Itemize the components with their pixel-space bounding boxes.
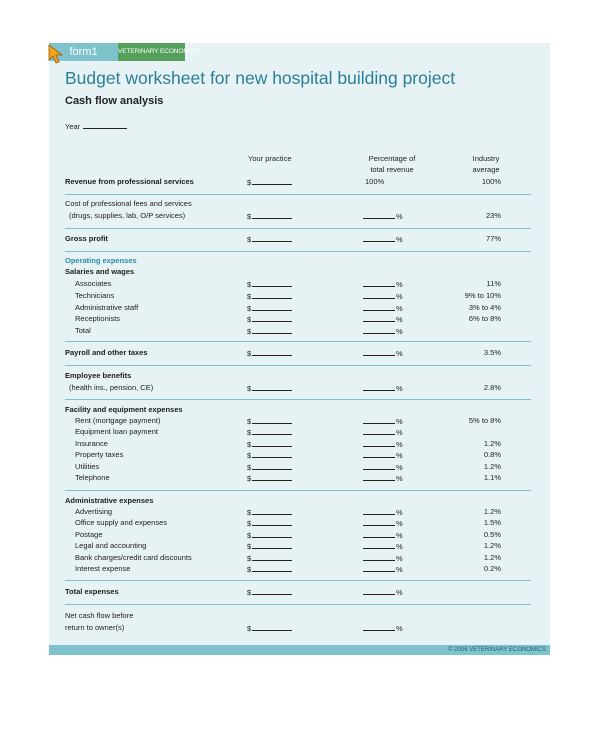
industry-value: 11% [486, 279, 501, 288]
dollar-blank [252, 211, 292, 219]
dollar-field[interactable] [247, 462, 292, 472]
dollar-field[interactable] [247, 383, 292, 393]
pct-field[interactable] [363, 518, 403, 528]
dollar-sign: $ [247, 212, 252, 221]
pct-field[interactable] [363, 587, 403, 597]
dollar-blank [252, 553, 292, 561]
item-label: Interest expense [75, 564, 131, 573]
industry-value: 100% [481, 177, 501, 186]
row-sublabel: (drugs, supplies, lab, O/P services) [69, 211, 186, 220]
dollar-field[interactable] [247, 326, 292, 336]
section-heading: Operating expenses [65, 256, 137, 265]
divider [65, 365, 531, 366]
row-sublabel: (health ins., pension, CE) [69, 383, 154, 392]
dollar-sign: $ [247, 349, 252, 358]
section-heading: Facility and equipment expenses [65, 405, 183, 414]
dollar-sign: $ [247, 565, 252, 574]
dollar-blank [252, 314, 292, 322]
dollar-field[interactable] [247, 303, 292, 313]
dollar-blank [252, 279, 292, 287]
pct-field[interactable] [363, 279, 403, 289]
dollar-blank [252, 462, 292, 470]
year-blank[interactable] [83, 120, 127, 129]
arrow-cursor-icon [48, 44, 64, 64]
item-label: Telephone [75, 473, 110, 482]
industry-value: 1.2% [483, 552, 501, 562]
dollar-field[interactable] [247, 473, 292, 483]
pct-field[interactable] [363, 348, 403, 358]
pct-field[interactable] [363, 234, 403, 244]
pct-blank [363, 530, 395, 538]
col-percentage-line1: Percentage of [368, 154, 416, 163]
pct-sign: % [396, 428, 403, 438]
dollar-sign: $ [247, 508, 252, 517]
dollar-blank [252, 383, 292, 391]
year-label: Year [65, 122, 81, 131]
pct-field[interactable] [363, 541, 403, 551]
dollar-blank [252, 348, 292, 356]
dollar-sign: $ [247, 474, 252, 483]
dollar-sign: $ [247, 451, 252, 461]
dollar-field[interactable] [247, 541, 292, 551]
dollar-field[interactable] [247, 450, 292, 460]
pct-sign: % [396, 327, 403, 337]
dollar-sign: $ [247, 462, 252, 472]
industry-value: 23% [485, 211, 501, 220]
row-sublabel: return to owner(s) [65, 623, 125, 632]
row-label: Cost of professional fees and services [65, 199, 192, 208]
pct-sign: % [396, 462, 403, 472]
row-label: Employee benefits [65, 371, 132, 380]
pct-blank [363, 416, 395, 424]
dollar-blank [252, 416, 292, 424]
section-heading: Administrative expenses [65, 496, 154, 505]
industry-value: 1.2% [483, 507, 501, 516]
dollar-blank [252, 177, 292, 185]
pct-field[interactable] [363, 507, 403, 517]
pct-sign: % [396, 315, 403, 325]
dollar-sign: $ [247, 428, 252, 438]
dollar-blank [252, 541, 292, 549]
dollar-field[interactable] [247, 623, 292, 633]
dollar-blank [252, 587, 292, 595]
copyright-text: © 2006 VETERINARY ECONOMICS [448, 647, 546, 653]
industry-value: 1.5% [483, 518, 501, 528]
dollar-sign: $ [247, 417, 252, 426]
dollar-sign: $ [247, 280, 252, 289]
dollar-blank [252, 303, 292, 311]
industry-value: 0.2% [483, 564, 501, 573]
pct-field[interactable] [363, 211, 403, 221]
divider [65, 194, 531, 195]
industry-value: 1.2% [483, 541, 501, 551]
dollar-field[interactable] [247, 279, 292, 289]
pct-field[interactable] [363, 383, 403, 393]
pct-sign: % [396, 530, 403, 540]
divider [65, 399, 531, 400]
pct-sign: % [396, 303, 403, 313]
dollar-field[interactable] [247, 518, 292, 528]
industry-value: 1.1% [483, 473, 501, 482]
row-label: Payroll and other taxes [65, 348, 148, 357]
pct-sign: % [396, 508, 403, 517]
subsection-heading: Salaries and wages [65, 267, 135, 276]
pct-blank [363, 553, 395, 561]
industry-value: 77% [485, 234, 501, 243]
dollar-field[interactable] [247, 234, 292, 244]
dollar-sign: $ [247, 315, 252, 325]
industry-value: 5% to 8% [468, 416, 501, 425]
item-label: Bank charges/credit card discounts [75, 552, 192, 562]
dollar-blank [252, 291, 292, 299]
pct-blank [363, 314, 395, 322]
pct-sign: % [396, 519, 403, 529]
dollar-field[interactable] [247, 211, 292, 221]
pct-blank [363, 623, 395, 631]
dollar-field[interactable] [247, 177, 292, 187]
dollar-sign: $ [247, 439, 252, 449]
pct-field[interactable] [363, 416, 403, 426]
pct-field[interactable] [363, 291, 403, 301]
pct-blank [363, 326, 395, 334]
divider [65, 580, 531, 581]
pct-field[interactable] [363, 326, 403, 336]
pct-sign: % [396, 588, 403, 597]
pct-sign: % [396, 451, 403, 461]
dollar-field[interactable] [247, 314, 292, 324]
item-label: Rent (mortgage payment) [75, 416, 161, 425]
dollar-field[interactable] [247, 553, 292, 563]
divider [65, 490, 531, 491]
pct-blank [363, 303, 395, 311]
industry-value: 1.2% [483, 461, 501, 471]
dollar-field[interactable] [247, 530, 292, 540]
page-title: Budget worksheet for new hospital building project [65, 68, 456, 88]
dollar-sign: $ [247, 384, 252, 393]
dollar-sign: $ [247, 553, 252, 563]
divider [65, 251, 531, 252]
dollar-sign: $ [247, 519, 252, 529]
dollar-field[interactable] [247, 291, 292, 301]
item-label: Receptionists [75, 314, 121, 324]
dollar-blank [252, 450, 292, 458]
dollar-sign: $ [247, 235, 252, 244]
dollar-blank [252, 518, 292, 526]
dollar-blank [252, 473, 292, 481]
pct-blank [363, 473, 395, 481]
pct-sign: % [396, 624, 403, 633]
dollar-field[interactable] [247, 427, 292, 437]
divider [65, 341, 531, 342]
item-label: Insurance [75, 438, 108, 448]
dollar-field[interactable] [247, 564, 292, 574]
dollar-sign: $ [247, 542, 252, 552]
pct-sign: % [396, 565, 403, 574]
pct-field[interactable] [363, 623, 403, 633]
item-label: Equipment loan payment [75, 427, 158, 437]
dollar-blank [252, 564, 292, 572]
col-industry-line1: Industry [472, 154, 500, 163]
pct-sign: % [396, 280, 403, 289]
page-subtitle: Cash flow analysis [65, 95, 164, 107]
dollar-field[interactable] [247, 587, 292, 597]
industry-value: 1.2% [483, 438, 501, 448]
pct-sign: % [396, 384, 403, 393]
row-label: Revenue from professional services [65, 177, 194, 186]
pct-sign: % [396, 235, 403, 244]
pct-field[interactable] [363, 427, 403, 437]
divider [65, 228, 531, 229]
pct-blank [363, 564, 395, 572]
pct-sign: % [396, 349, 403, 358]
pct-sign: % [396, 439, 403, 449]
dollar-field[interactable] [247, 507, 292, 517]
item-label: Total [75, 326, 91, 336]
pct-blank [363, 541, 395, 549]
pct-blank [363, 518, 395, 526]
dollar-blank [252, 439, 292, 447]
pct-sign: % [396, 542, 403, 552]
item-label: Office supply and expenses [75, 518, 168, 528]
pct-blank [363, 587, 395, 595]
pct-blank [363, 279, 395, 287]
industry-value: 0.5% [483, 529, 501, 539]
item-label: Utilities [75, 461, 100, 471]
dollar-blank [252, 234, 292, 242]
col-your-practice: Your practice [248, 154, 292, 163]
pct-sign: % [396, 417, 403, 426]
industry-value: 3% to 4% [468, 302, 501, 312]
dollar-field[interactable] [247, 348, 292, 358]
dollar-sign: $ [247, 588, 252, 597]
dollar-sign: $ [247, 178, 252, 187]
pct-blank [363, 291, 395, 299]
pct-sign: % [396, 553, 403, 563]
item-label: Technicians [75, 290, 115, 300]
divider [65, 604, 531, 605]
header-tabs [49, 43, 200, 61]
row-label: Net cash flow before [65, 611, 134, 620]
year-field [65, 120, 127, 131]
dollar-blank [252, 507, 292, 515]
dollar-sign: $ [247, 530, 252, 540]
pct-blank [363, 427, 395, 435]
col-industry [462, 153, 510, 175]
row-label: Gross profit [65, 234, 108, 243]
pct-field[interactable] [363, 303, 403, 313]
row-label: Total expenses [65, 587, 119, 596]
industry-value: 0.8% [483, 450, 501, 460]
pct-field[interactable] [363, 462, 403, 472]
dollar-blank [252, 530, 292, 538]
pct-blank [363, 348, 395, 356]
pct-blank [363, 383, 395, 391]
item-label: Legal and accounting [75, 541, 147, 551]
pct-sign: % [396, 474, 403, 483]
footer-bar [49, 645, 550, 655]
industry-value: 2.8% [483, 383, 501, 392]
item-label: Administrative staff [75, 302, 139, 312]
pct-field[interactable] [363, 553, 403, 563]
col-percentage [358, 153, 426, 175]
dollar-sign: $ [247, 291, 252, 301]
col-industry-line2: average [472, 165, 500, 174]
pct-blank [363, 234, 395, 242]
pct-field[interactable] [363, 564, 403, 574]
item-label: Property taxes [75, 450, 124, 460]
industry-value: 9% to 10% [464, 290, 501, 300]
item-label: Associates [75, 279, 112, 288]
dollar-blank [252, 326, 292, 334]
col-percentage-line2: total revenue [370, 165, 414, 174]
pct-blank [363, 450, 395, 458]
pct-blank [363, 507, 395, 515]
item-label: Advertising [75, 507, 113, 516]
pct-field[interactable] [363, 439, 403, 449]
dollar-sign: $ [247, 624, 252, 633]
dollar-field[interactable] [247, 416, 292, 426]
publisher-tab: VETERINARY ECONOMICS [118, 43, 185, 61]
pct-blank [363, 462, 395, 470]
industry-value: 3.5% [483, 348, 501, 357]
dollar-field[interactable] [247, 439, 292, 449]
pct-blank [363, 439, 395, 447]
dollar-blank [252, 623, 292, 631]
pct-field[interactable] [363, 314, 403, 324]
industry-value: 6% to 8% [468, 314, 501, 324]
pct-sign: % [396, 212, 403, 221]
pct-field[interactable] [363, 450, 403, 460]
form-tab: form1 [49, 43, 118, 61]
pct-field[interactable] [363, 473, 403, 483]
dollar-sign: $ [247, 303, 252, 313]
pct-value: 100% [365, 177, 385, 186]
item-label: Postage [75, 529, 103, 539]
dollar-sign: $ [247, 327, 252, 337]
pct-field[interactable] [363, 530, 403, 540]
dollar-blank [252, 427, 292, 435]
pct-blank [363, 211, 395, 219]
pct-sign: % [396, 291, 403, 301]
